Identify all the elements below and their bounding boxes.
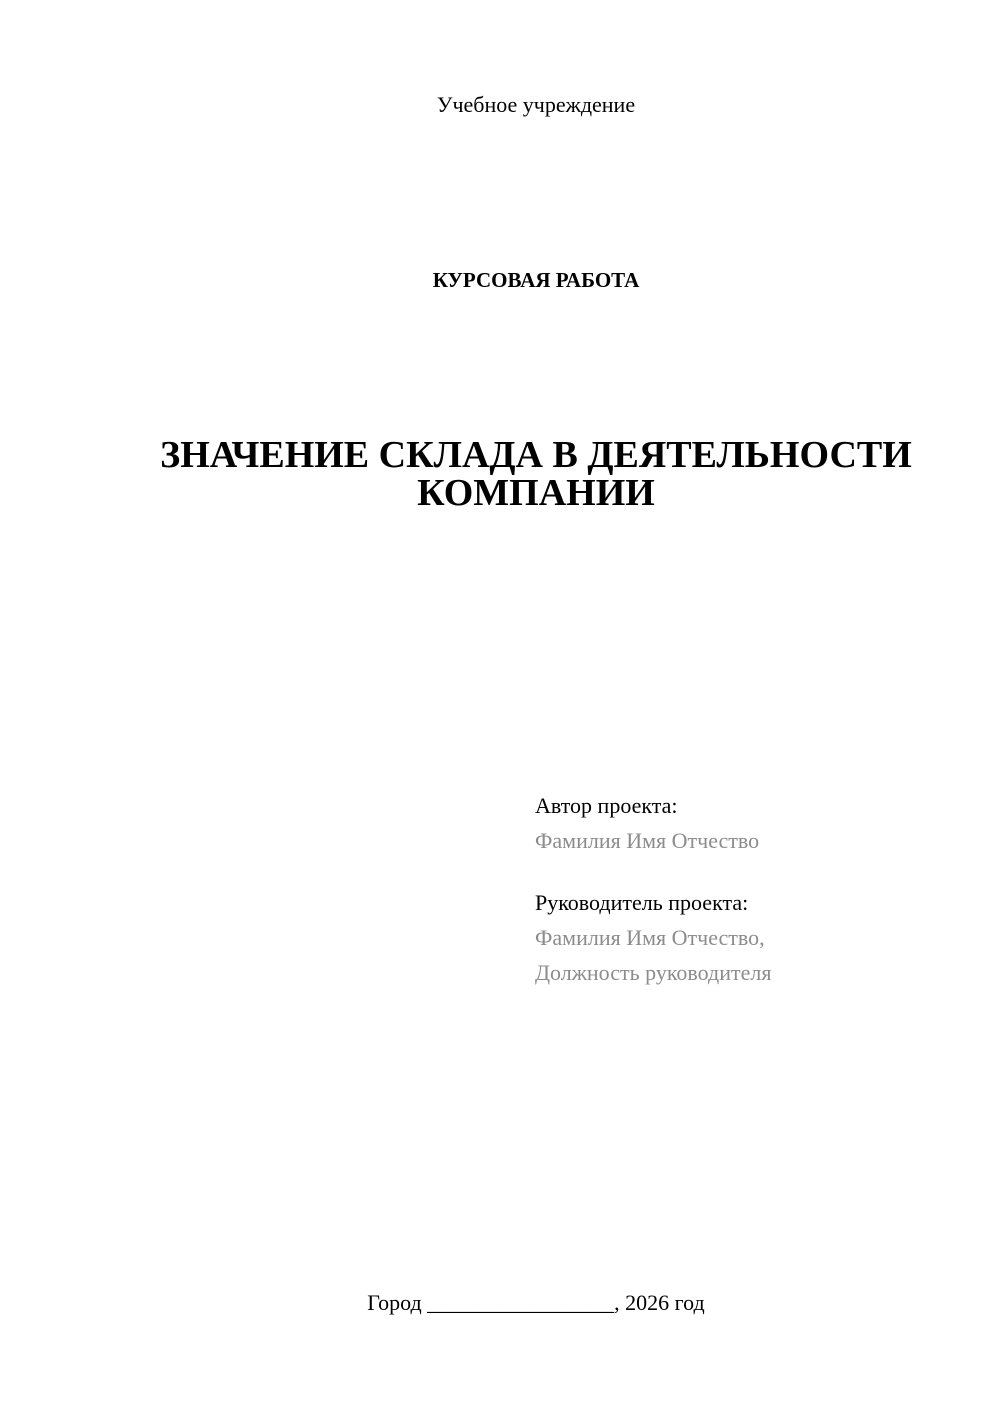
author-name-placeholder: Фамилия Имя Отчество bbox=[535, 828, 760, 853]
author-label: Автор проекта: bbox=[535, 793, 678, 818]
institution-name: Учебное учреждение bbox=[436, 92, 636, 117]
spacer bbox=[535, 858, 975, 885]
authors-block bbox=[535, 788, 975, 990]
city-year-line: Город _________________, 2026 год bbox=[367, 1290, 705, 1315]
document-title-line: КОМПАНИИ bbox=[417, 472, 655, 514]
supervisor-label: Руководитель проекта: bbox=[535, 890, 749, 915]
supervisor-name-placeholder: Фамилия Имя Отчество, bbox=[535, 925, 765, 950]
supervisor-position-placeholder: Должность руководителя bbox=[535, 960, 772, 985]
document-title-line: ЗНАЧЕНИЕ СКЛАДА В ДЕЯТЕЛЬНОСТИ bbox=[160, 434, 912, 476]
document-title bbox=[100, 436, 972, 512]
document-type: КУРСОВАЯ РАБОТА bbox=[432, 268, 640, 292]
